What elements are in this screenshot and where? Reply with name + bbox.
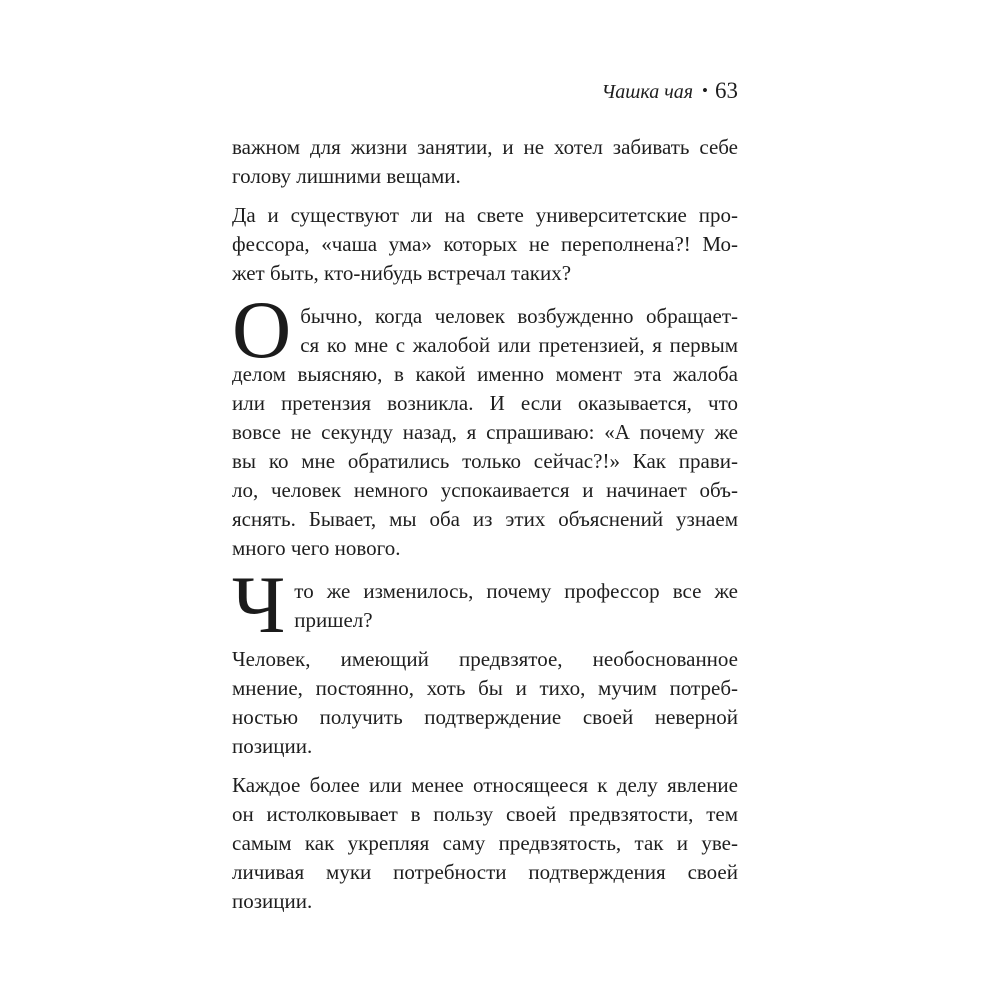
paragraph-line: голову лишними вещами. xyxy=(232,164,461,188)
paragraph-line: пришел? xyxy=(294,608,373,632)
paragraph-line: Каждое более или менее относящееся к делу явление xyxy=(232,773,738,797)
paragraph-line: важном для жизни занятии, и не хотел забивать себе xyxy=(232,135,738,159)
drop-cap: Ч xyxy=(232,559,286,650)
running-title: Чашка чая xyxy=(601,81,694,103)
paragraph-dropcap xyxy=(232,559,738,650)
paragraph-line: то же изменилось, почему профессор все же xyxy=(294,579,738,603)
paragraph-line: самым как укрепляя саму предвзятость, так и уве- xyxy=(232,831,738,855)
paragraph-line: вы ко мне обратились только сейчас?!» Как прави- xyxy=(232,449,738,473)
paragraph-line: жет быть, кто-нибудь встречал таких? xyxy=(232,261,572,285)
paragraph-line: Да и существуют ли на свете университетские про- xyxy=(232,203,738,227)
paragraph-line: яснять. Бывает, мы оба из этих объяснений узнаем xyxy=(232,507,738,531)
paragraph-line: позиции. xyxy=(232,734,313,758)
paragraph xyxy=(232,645,738,761)
paragraph-line: позиции. xyxy=(232,889,313,913)
paragraph-line: фессора, «чаша ума» которых не переполнена?! Мо- xyxy=(232,232,738,256)
running-header xyxy=(232,78,738,104)
paragraph-line: много чего нового. xyxy=(232,536,401,560)
paragraph-line: ностью получить подтверждение своей неверной xyxy=(232,705,738,729)
paragraph-line: ся ко мне с жалобой или претензией, я первым xyxy=(300,333,738,357)
paragraph-line: вовсе не секунду назад, я спрашиваю: «А почему же xyxy=(232,420,738,444)
paragraph-line: он истолковывает в пользу своей предвзятости, тем xyxy=(232,802,738,826)
separator-bullet-icon: • xyxy=(702,81,708,100)
paragraph xyxy=(232,771,738,916)
paragraph-line: делом выясняю, в какой именно момент эта жалоба xyxy=(232,362,738,386)
paragraph-line: или претензия возникла. И если оказывается, что xyxy=(232,391,738,415)
paragraph xyxy=(232,133,738,191)
text-block xyxy=(232,133,738,916)
drop-cap: О xyxy=(232,284,292,375)
paragraph-dropcap xyxy=(232,284,738,563)
page-number: 63 xyxy=(715,78,738,103)
paragraph-line: личивая муки потребности подтверждения своей xyxy=(232,860,738,884)
paragraph-line: бычно, когда человек возбужденно обращает- xyxy=(300,304,738,328)
paragraph xyxy=(232,201,738,288)
paragraph-line: мнение, постоянно, хоть бы и тихо, мучим потреб- xyxy=(232,676,738,700)
paragraph-line: ло, человек немного успокаивается и начинает объ- xyxy=(232,478,738,502)
paragraph-line: Человек, имеющий предвзятое, необоснованное xyxy=(232,647,738,671)
